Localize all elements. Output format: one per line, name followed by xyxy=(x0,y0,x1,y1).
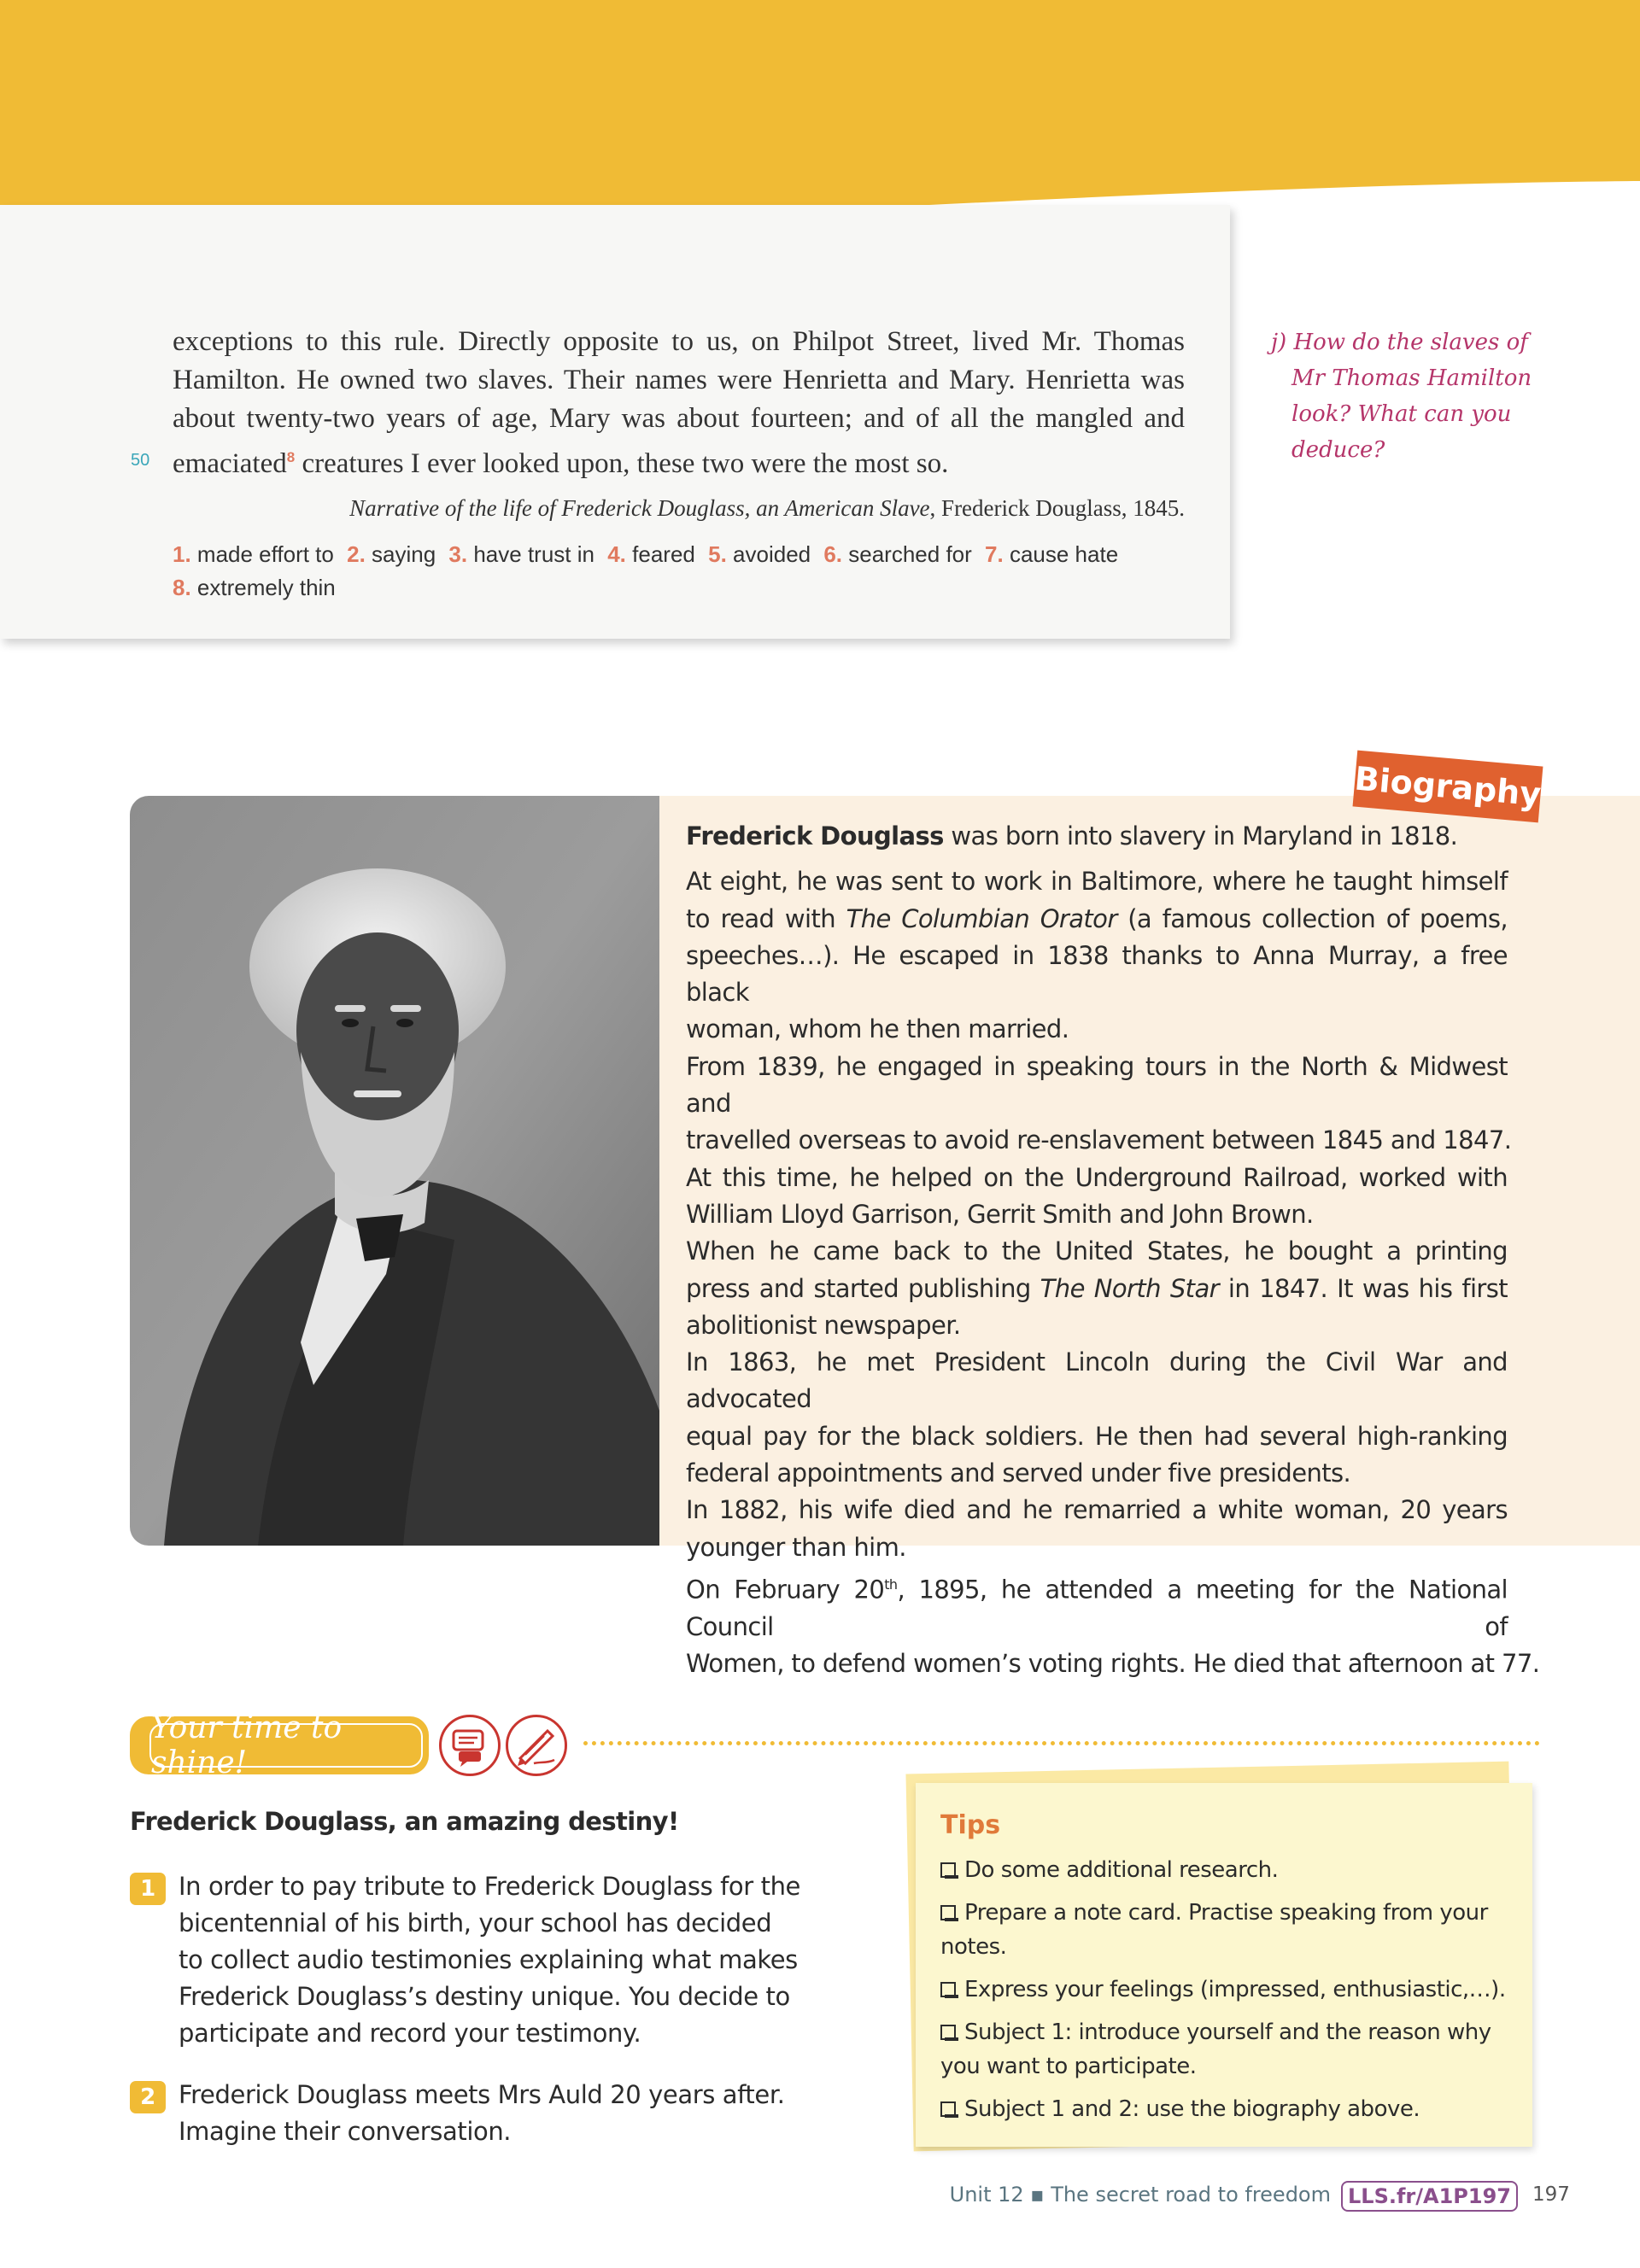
task-line: to collect audio testimonies explaining what makes xyxy=(179,1945,798,1974)
bio-text: press and started publishing xyxy=(686,1273,1040,1303)
glossary-number: 8. xyxy=(173,575,191,600)
bio-name: Frederick Douglass xyxy=(686,821,944,850)
bio-line: At this time, he helped on the Underground Railroad, worked with xyxy=(686,1162,1508,1192)
task-text xyxy=(179,2077,813,2150)
glossary-text: feared xyxy=(632,541,695,567)
glossary-text: made effort to xyxy=(196,541,334,567)
citation xyxy=(173,495,1185,522)
biography-text xyxy=(686,818,1540,1682)
glossary-number: 5. xyxy=(708,541,727,567)
tip-item xyxy=(940,1896,1513,1964)
bio-line xyxy=(686,1566,1508,1645)
task-line: bicentennial of his birth, your school has decided xyxy=(179,1909,772,1938)
checkbox-icon xyxy=(940,2025,956,2040)
citation-author: , Frederick Douglass, 1845. xyxy=(929,495,1185,521)
bio-line: travelled overseas to avoid re-enslavement between 1845 and 1847. xyxy=(686,1125,1512,1155)
resource-link[interactable]: LLS.fr/A1P197 xyxy=(1341,2181,1518,2212)
task-item xyxy=(130,2077,813,2150)
tip-item xyxy=(940,2092,1513,2126)
task-title: Frederick Douglass, an amazing destiny! xyxy=(130,1807,679,1836)
checkbox-icon xyxy=(940,1905,956,1920)
tip-text: Express your feelings (impressed, enthusiastic,…). xyxy=(964,1977,1506,2002)
excerpt-word: emaciated xyxy=(173,448,287,479)
excerpt-line: Hamilton. He owned two slaves. Their names were Henrietta and Mary. Henrietta was xyxy=(173,365,1185,395)
glossary-item xyxy=(448,541,594,567)
glossary xyxy=(173,538,1198,605)
tips-title: Tips xyxy=(940,1810,1001,1840)
question-line: Mr Thomas Hamilton xyxy=(1292,365,1532,391)
bio-text: in 1847. It was his first xyxy=(1218,1273,1508,1303)
glossary-number: 6. xyxy=(823,541,843,567)
tip-item xyxy=(940,1973,1513,2007)
glossary-number: 3. xyxy=(448,541,468,567)
checkbox-icon xyxy=(940,1862,956,1878)
glossary-number: 7. xyxy=(985,541,1004,567)
ordinal-suffix: th xyxy=(884,1575,898,1593)
glossary-text: extremely thin xyxy=(196,575,336,600)
glossary-text: saying xyxy=(372,541,436,567)
glossary-item xyxy=(985,541,1118,567)
tip-item xyxy=(940,2015,1513,2084)
bio-line: equal pay for the black soldiers. He then had several high-ranking xyxy=(686,1421,1508,1451)
portrait-photo xyxy=(130,796,659,1546)
task-item xyxy=(130,1868,813,2052)
glossary-text: searched for xyxy=(848,541,972,567)
glossary-item xyxy=(823,541,971,567)
glossary-item xyxy=(173,575,336,600)
glossary-number: 2. xyxy=(347,541,366,567)
checkbox-icon xyxy=(940,1982,956,1997)
portrait-illustration xyxy=(130,796,659,1546)
bio-line: At eight, he was sent to work in Baltimore, where he taught himself xyxy=(686,867,1508,897)
bio-line: federal appointments and served under five presidents. xyxy=(686,1458,1351,1488)
glossary-item xyxy=(173,541,334,567)
task-number: 2 xyxy=(130,2081,166,2113)
bio-line: In 1882, his wife died and he remarried a white woman, 20 years xyxy=(686,1495,1508,1525)
footer-unit: Unit 12 ▪ The secret road to freedom xyxy=(949,2183,1331,2207)
glossary-number: 1. xyxy=(173,541,191,567)
bio-line xyxy=(686,901,1508,938)
task-line: participate and record your testimony. xyxy=(179,2019,641,2048)
question-line: deduce? xyxy=(1292,437,1385,463)
tip-text: Subject 1: introduce yourself and the reason why you want to participate. xyxy=(940,2020,1491,2079)
question-line: j) How do the slaves of xyxy=(1271,330,1528,355)
excerpt-line: about twenty-two years of age, Mary was about fourteen; and of all the mangled and xyxy=(173,403,1185,434)
bio-line: speeches…). He escaped in 1838 thanks to Anna Murray, a free black xyxy=(686,940,1508,1008)
glossary-item xyxy=(708,541,811,567)
tip-text: Do some additional research. xyxy=(964,1857,1279,1883)
glossary-text: cause hate xyxy=(1009,541,1119,567)
excerpt-line xyxy=(173,438,1185,483)
shine-label: Your time to shine! xyxy=(149,1723,423,1768)
tips-list xyxy=(940,1853,1513,2135)
glossary-item xyxy=(607,541,695,567)
task-line: Imagine their conversation. xyxy=(179,2117,512,2146)
bio-line: younger than him. xyxy=(686,1532,906,1562)
glossary-number: 4. xyxy=(607,541,626,567)
dotted-divider xyxy=(583,1741,1540,1745)
glossary-text: have trust in xyxy=(473,541,594,567)
tip-text: Subject 1 and 2: use the biography above. xyxy=(964,2096,1420,2122)
bio-text: On February 20 xyxy=(686,1575,885,1605)
bio-newspaper-title: The North Star xyxy=(1040,1273,1219,1303)
task-line: In order to pay tribute to Frederick Douglass for the xyxy=(179,1872,800,1901)
question-line: look? What can you xyxy=(1292,401,1512,427)
tip-text: Prepare a note card. Practise speaking from your notes. xyxy=(940,1900,1488,1960)
bio-line: woman, whom he then married. xyxy=(686,1014,1069,1044)
speech-bubbles-icon xyxy=(439,1715,501,1776)
bio-book-title: The Columbian Orator xyxy=(846,903,1117,933)
checkbox-icon xyxy=(940,2101,956,2117)
page-number: 197 xyxy=(1532,2183,1570,2206)
bio-line: When he came back to the United States, he bought a printing xyxy=(686,1236,1508,1266)
task-line: Frederick Douglass meets Mrs Auld 20 years after. xyxy=(179,2080,785,2109)
tip-item xyxy=(940,1853,1513,1887)
bio-line: From 1839, he engaged in speaking tours in the North & Midwest and xyxy=(686,1051,1508,1119)
bio-text: , 1895, he attended a meeting for the National Council of xyxy=(686,1575,1508,1641)
biography-tag: Biography xyxy=(1353,751,1543,823)
bio-text: (a famous collection of poems, xyxy=(1116,903,1508,933)
task-line: Frederick Douglass’s destiny unique. You decide to xyxy=(179,1982,790,2011)
task-number: 1 xyxy=(130,1873,166,1905)
excerpt-text xyxy=(173,323,1185,483)
bio-line: abolitionist newspaper. xyxy=(686,1310,961,1340)
bio-text-rest: was born into slavery in Maryland in 1818. xyxy=(943,821,1458,850)
bio-line xyxy=(686,1271,1508,1307)
bio-line: Women, to defend women’s voting rights. He died that afternoon at 77. xyxy=(686,1649,1540,1679)
glossary-text: avoided xyxy=(733,541,811,567)
pen-writing-icon xyxy=(506,1715,567,1776)
task-text xyxy=(179,1868,813,2052)
bio-line: In 1863, he met President Lincoln during the Civil War and advocated xyxy=(686,1347,1508,1414)
excerpt-text-rest: creatures I ever looked upon, these two were the most so. xyxy=(295,448,949,479)
side-question xyxy=(1271,324,1553,468)
citation-title: Narrative of the life of Frederick Douglass, an American Slave xyxy=(349,495,930,521)
footnote-marker: 8 xyxy=(286,449,296,465)
line-number: 50 xyxy=(131,451,150,470)
glossary-item xyxy=(347,541,436,567)
bio-text: to read with xyxy=(686,903,846,933)
excerpt-line: exceptions to this rule. Directly opposite to us, on Philpot Street, lived Mr. Thomas xyxy=(173,326,1185,357)
bio-line xyxy=(686,818,1508,855)
bio-line: William Lloyd Garrison, Gerrit Smith and John Brown. xyxy=(686,1199,1314,1229)
